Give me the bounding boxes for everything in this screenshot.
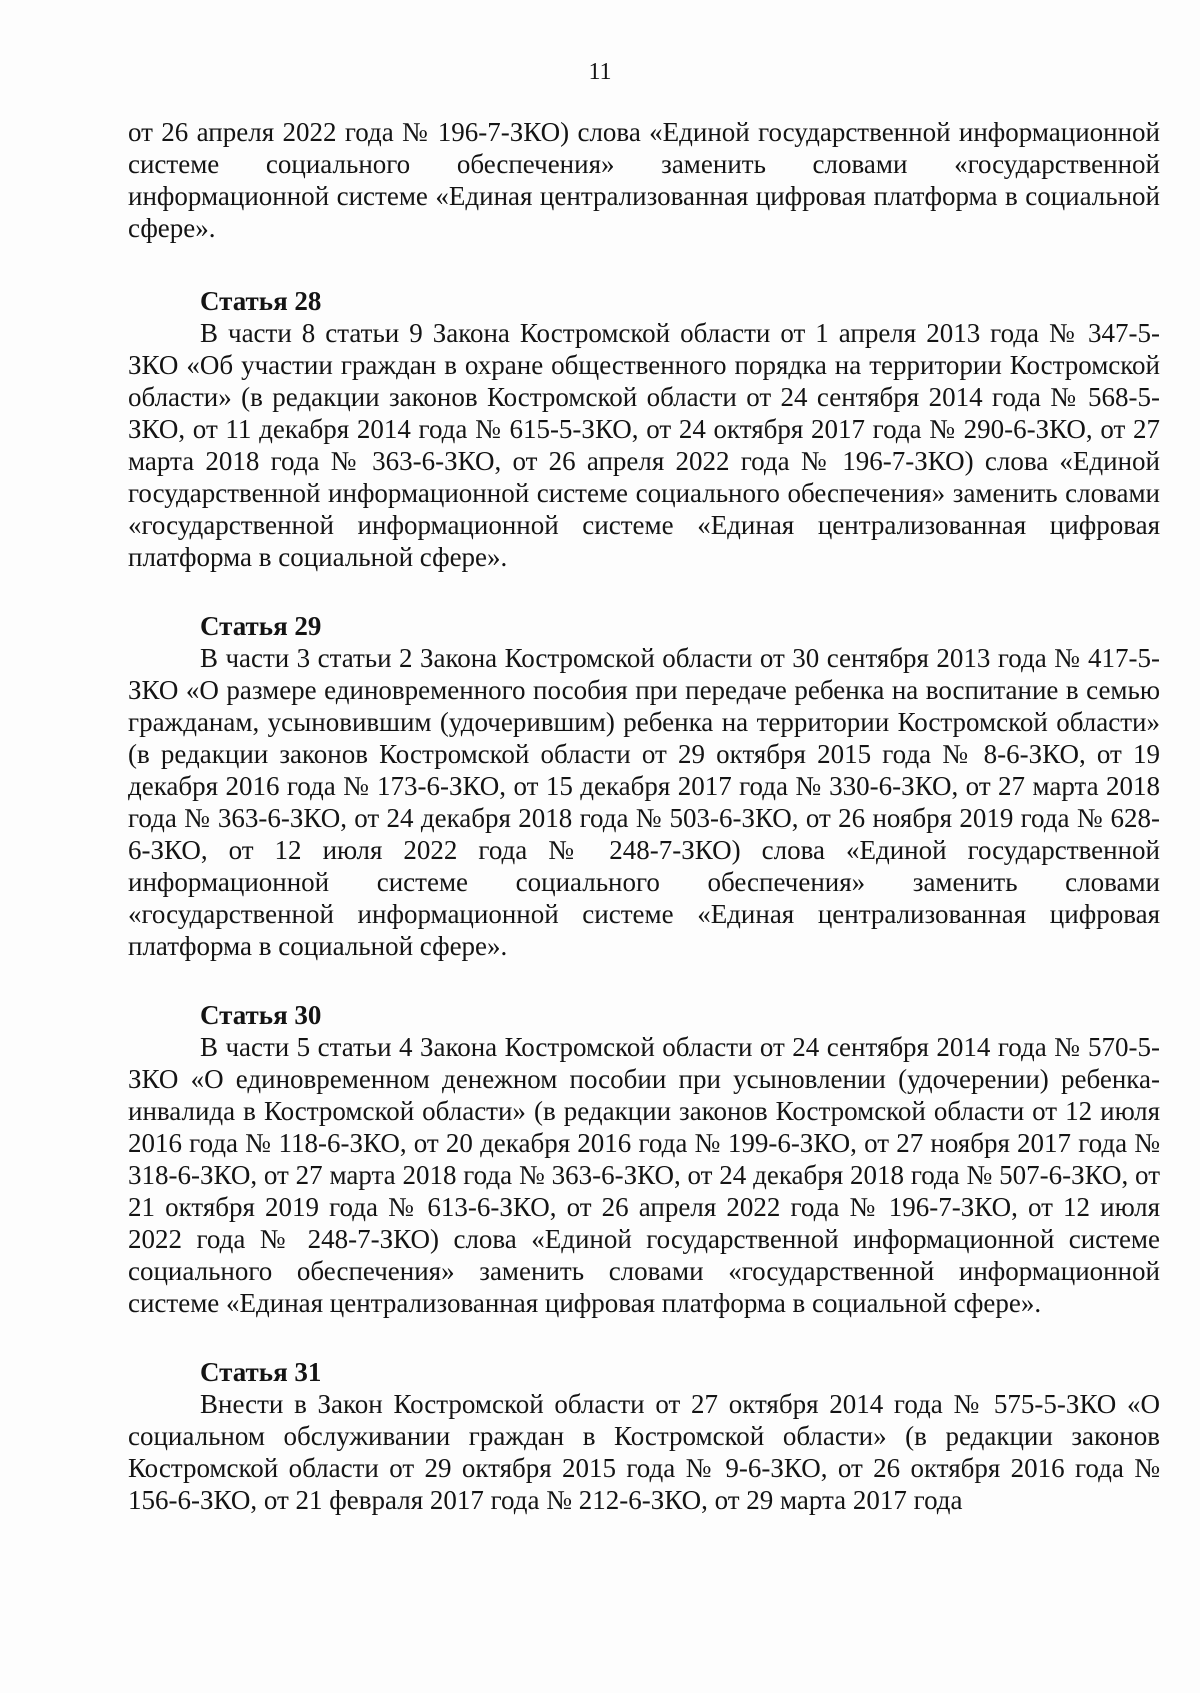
article-29-text: В части 3 статьи 2 Закона Костромской области от 30 сентября 2013 года № 417-5-ЗКО «О размере единовременного пособия при передаче ребенка на воспитание в семью гражданам, усыновившим (удочерившим) ребенка на территории Костромской области» (в редакции законов Костромской области от 29 октября 2015 года № 8-6-ЗКО, от 19 декабря 2016 года № 173-6-ЗКО, от 15 декабря 2017 года № 330-6-ЗКО, от 27 марта 2018 года № 363-6-ЗКО, от 24 декабря 2018 года № 503-6-ЗКО, от 26 ноября 2019 года № 628-6-ЗКО, от 12 июля 2022 года № 248-7-ЗКО) слова «Единой государственной информационной системе социального обеспечения» заменить словами «государственной информационной системе «Единая централизованная цифровая платформа в социальной сфере». — [128, 643, 1160, 961]
article-31-title: Статья 31 — [200, 1357, 322, 1387]
page-number: 11 — [588, 59, 612, 85]
article-28-title: Статья 28 — [200, 286, 322, 316]
intro-paragraph: от 26 апреля 2022 года № 196-7-ЗКО) слова «Единой государственной информационной системе социального обеспечения» заменить словами «государственной информационной системе «Единая централизованная цифровая платформа в социальной сфере». — [128, 117, 1160, 243]
article-30-title: Статья 30 — [200, 1000, 322, 1030]
article-29-title: Статья 29 — [200, 611, 322, 641]
article-28-text: В части 8 статьи 9 Закона Костромской области от 1 апреля 2013 года № 347-5-ЗКО «Об участии граждан в охране общественного порядка на территории Костромской области» (в редакции законов Костромской области от 24 сентября 2014 года № 568-5-ЗКО, от 11 декабря 2014 года № 615-5-ЗКО, от 24 октября 2017 года № 290-6-ЗКО, от 27 марта 2018 года № 363-6-ЗКО, от 26 апреля 2022 года № 196-7-ЗКО) слова «Единой государственной информационной системе социального обеспечения» заменить словами «государственной информационной системе «Единая централизованная цифровая платформа в социальной сфере». — [128, 318, 1160, 572]
article-31-text: Внести в Закон Костромской области от 27 октября 2014 года № 575-5-ЗКО «О социальном обслуживании граждан в Костромской области» (в редакции законов Костромской области от 29 октября 2015 года № 9-6-ЗКО, от 26 октября 2016 года № 156-6-ЗКО, от 21 февраля 2017 года № 212-6-ЗКО, от 29 марта 2017 года — [128, 1389, 1160, 1515]
article-30-text: В части 5 статьи 4 Закона Костромской области от 24 сентября 2014 года № 570-5-ЗКО «О единовременном денежном пособии при усыновлении (удочерении) ребенка-инвалида в Костромской области» (в редакции законов Костромской области от 12 июля 2016 года № 118-6-ЗКО, от 20 декабря 2016 года № 199-6-ЗКО, от 27 ноября 2017 года № 318-6-ЗКО, от 27 марта 2018 года № 363-6-ЗКО, от 24 декабря 2018 года № 507-6-ЗКО, от 21 октября 2019 года № 613-6-ЗКО, от 26 апреля 2022 года № 196-7-ЗКО, от 12 июля 2022 года № 248-7-ЗКО) слова «Единой государственной информационной системе социального обеспечения» заменить словами «государственной информационной системе «Единая централизованная цифровая платформа в социальной сфере». — [128, 1032, 1160, 1318]
document-body — [128, 116, 1160, 1516]
